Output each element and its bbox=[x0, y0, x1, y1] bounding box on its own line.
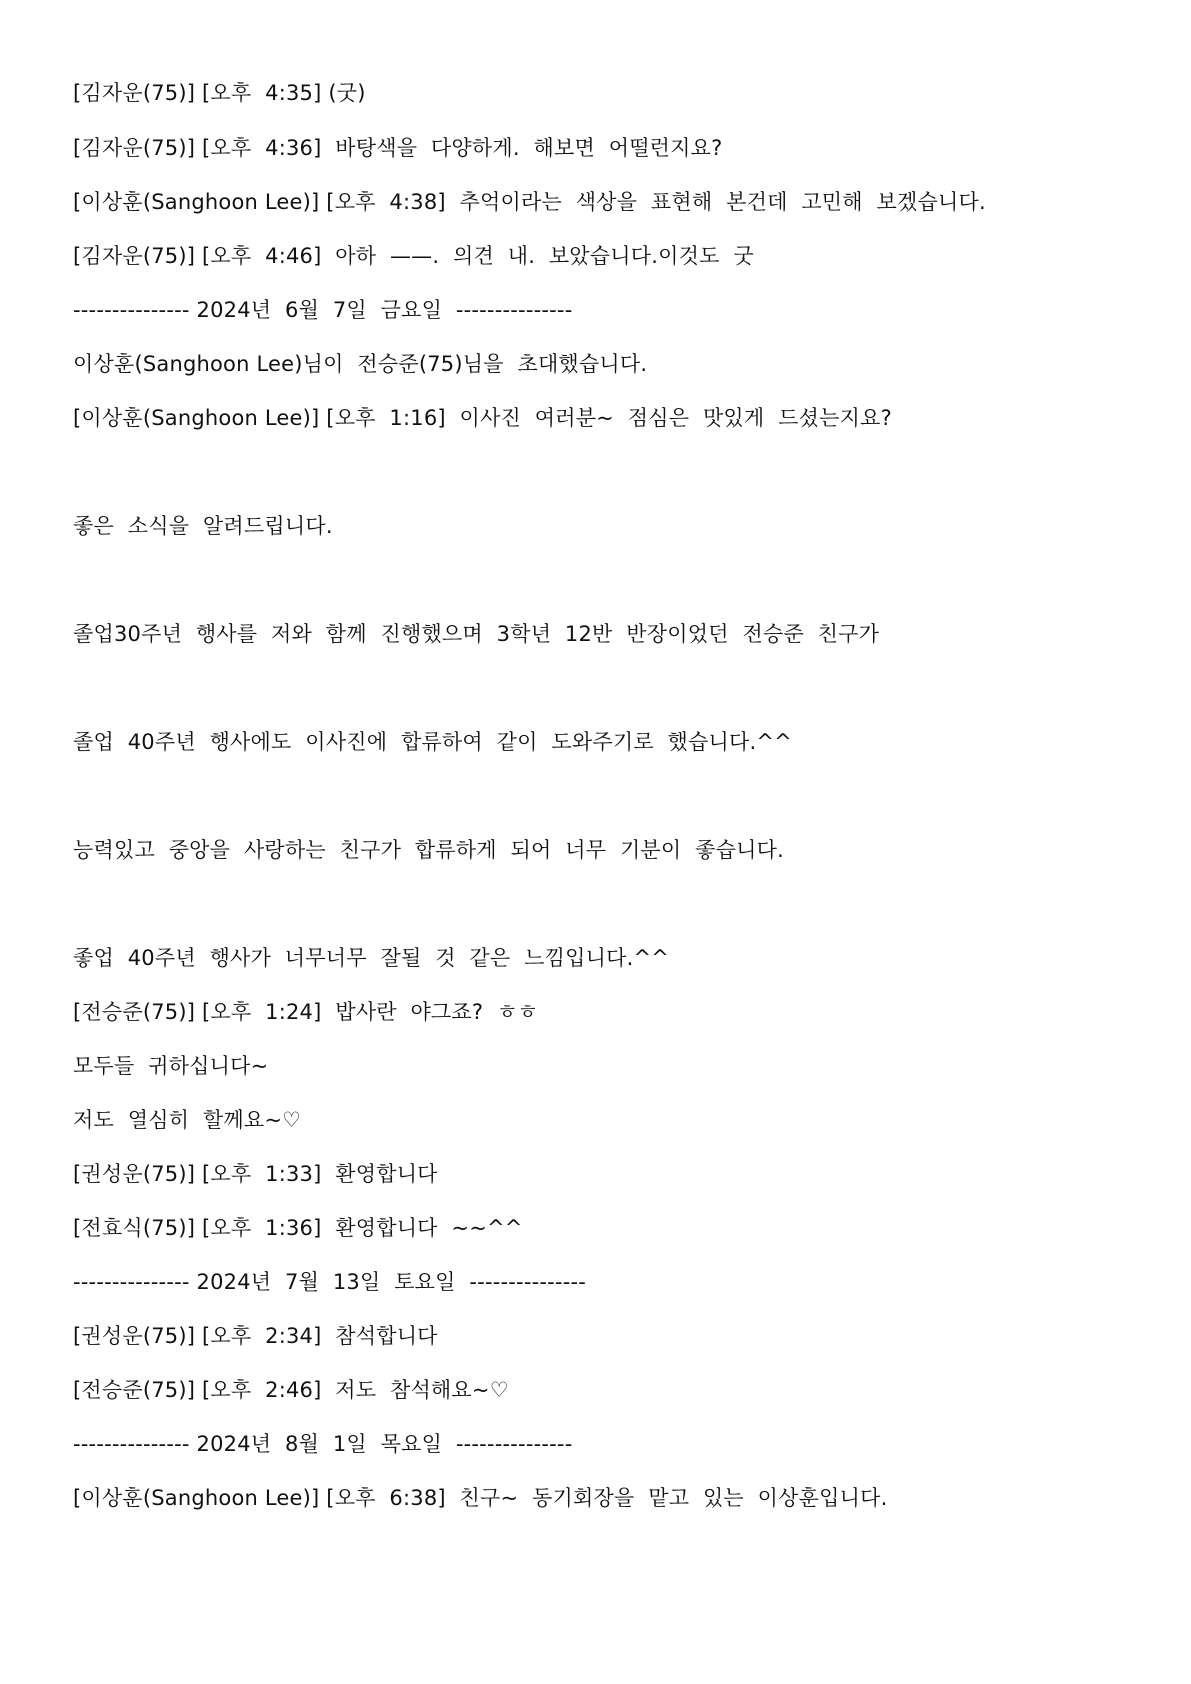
chat-line-9: [권성운(75)] [오후 2:34] 참석합니다 bbox=[73, 1324, 438, 1348]
date-separator: --------------- 2024년 6월 7일 금요일 --------------- bbox=[73, 298, 573, 322]
chat-line-1: [김자운(75)] [오후 4:35] (굿) bbox=[73, 81, 366, 105]
chat-line-11: [이상훈(Sanghoon Lee)] [오후 6:38] 친구~ 동기회장을 맡고 있는 이상훈입니다. bbox=[73, 1486, 888, 1510]
chat-line-6: [전승준(75)] [오후 1:24] 밥사란 야그죠? ㅎㅎ bbox=[73, 1000, 538, 1024]
chat-line-cont: 모두들 귀하십니다~ bbox=[73, 1054, 269, 1078]
chat-line-10: [전승준(75)] [오후 2:46] 저도 참석해요~♡ bbox=[73, 1378, 509, 1402]
chat-line-7: [권성운(75)] [오후 1:33] 환영합니다 bbox=[73, 1162, 438, 1186]
chat-line-cont: 좋은 소식을 알려드립니다. bbox=[73, 514, 333, 538]
chat-line-cont: 졸업 40주년 행사에도 이사진에 합류하여 같이 도와주기로 했습니다.^^ bbox=[73, 730, 792, 754]
chat-line-cont: 능력있고 중앙을 사랑하는 친구가 합류하게 되어 너무 기분이 좋습니다. bbox=[73, 838, 784, 862]
date-separator: --------------- 2024년 8월 1일 목요일 --------------- bbox=[73, 1432, 573, 1456]
chat-line-8: [전효식(75)] [오후 1:36] 환영합니다 ~~^^ bbox=[73, 1216, 523, 1240]
system-message: 이상훈(Sanghoon Lee)님이 전승준(75)님을 초대했습니다. bbox=[73, 352, 648, 376]
chat-line-4: [김자운(75)] [오후 4:46] 아하 ——. 의견 내. 보았습니다.이것도 굿 bbox=[73, 244, 754, 268]
chat-line-cont: 좋업 40주년 행사가 너무너무 잘될 것 같은 느낌입니다.^^ bbox=[73, 946, 670, 970]
chat-line-5: [이상훈(Sanghoon Lee)] [오후 1:16] 이사진 여러분~ 점심은 맛있게 드셨는지요? bbox=[73, 406, 892, 430]
chat-line-cont: 저도 열심히 할께요~♡ bbox=[73, 1108, 302, 1132]
date-separator: --------------- 2024년 7월 13일 토요일 --------------- bbox=[73, 1270, 587, 1294]
chat-line-3: [이상훈(Sanghoon Lee)] [오후 4:38] 추억이라는 색상을 표현해 본건데 고민해 보겠습니다. bbox=[73, 190, 986, 214]
chat-line-cont: 졸업30주년 행사를 저와 함께 진행했으며 3학년 12반 반장이었던 전승준 친구가 bbox=[73, 622, 880, 646]
chat-line-2: [김자운(75)] [오후 4:36] 바탕색을 다양하게. 해보면 어떨런지요? bbox=[73, 136, 723, 160]
